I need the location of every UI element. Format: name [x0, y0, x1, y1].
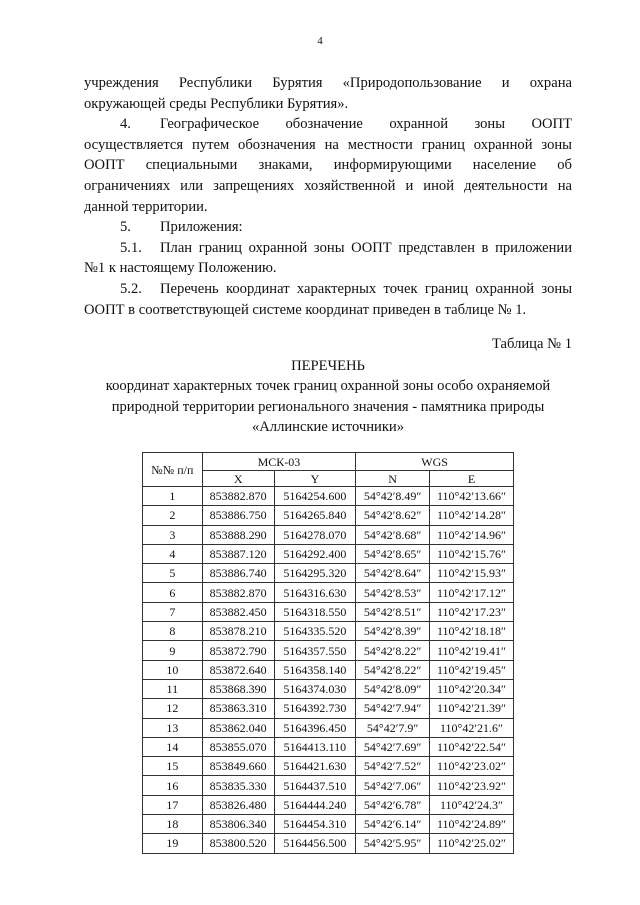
cell-y: 5164421.630: [274, 757, 356, 776]
cell-longitude: 110°42′21.39″: [430, 699, 514, 718]
cell-longitude: 110°42′19.41″: [430, 641, 514, 660]
cell-longitude: 110°42′15.93″: [430, 564, 514, 583]
paragraph-continuation: учреждения Республики Бурятия «Природопользование и охрана окружающей среды Республики Бурятия».: [84, 75, 572, 112]
paragraph-text: План границ охранной зоны ООПТ представлен в приложении №1 к настоящему Положению.: [84, 239, 572, 277]
paragraph-5: [84, 217, 572, 238]
cell-latitude: 54°42′8.53″: [356, 583, 430, 602]
header-x: X: [202, 471, 274, 487]
cell-latitude: 54°42′8.22″: [356, 660, 430, 679]
cell-y: 5164318.550: [274, 602, 356, 621]
cell-number: 15: [143, 757, 203, 776]
cell-longitude: 110°42′25.02″: [430, 834, 514, 853]
cell-longitude: 110°42′14.96″: [430, 525, 514, 544]
cell-y: 5164254.600: [274, 487, 356, 506]
table-caption: Таблица № 1: [492, 336, 572, 352]
cell-latitude: 54°42′8.62″: [356, 506, 430, 525]
table-row: [143, 718, 514, 737]
cell-longitude: 110°42′18.18″: [430, 622, 514, 641]
table-row: [143, 564, 514, 583]
cell-number: 4: [143, 544, 203, 563]
table-body: [143, 487, 514, 854]
cell-number: 7: [143, 602, 203, 621]
paragraph-number: 5.1.: [120, 239, 142, 256]
cell-latitude: 54°42′6.78″: [356, 795, 430, 814]
cell-x: 853862.040: [202, 718, 274, 737]
cell-x: 853872.790: [202, 641, 274, 660]
cell-y: 5164357.550: [274, 641, 356, 660]
table-row: [143, 757, 514, 776]
table-row: [143, 660, 514, 679]
header-e: E: [430, 471, 514, 487]
cell-x: 853855.070: [202, 737, 274, 756]
cell-latitude: 54°42′8.65″: [356, 544, 430, 563]
paragraph-text: Географическое обозначение охранной зоны ООПТ осуществляется путем обозначения на местности границ охранной зоны ООПТ специальными знаками, информирующими население об ограничениях или запрещениях хозяйственной и иной деятельности на данной территории.: [84, 116, 572, 215]
cell-longitude: 110°42′13.66″: [430, 487, 514, 506]
header-msk: МСК-03: [202, 453, 356, 471]
cell-x: 853878.210: [202, 622, 274, 641]
table-row: [143, 602, 514, 621]
cell-number: 19: [143, 834, 203, 853]
table-row: [143, 583, 514, 602]
cell-latitude: 54°42′6.14″: [356, 815, 430, 834]
paragraph-number: 5.2.: [120, 280, 142, 297]
header-wgs: WGS: [356, 453, 514, 471]
paragraph-number: 5.: [120, 219, 131, 236]
cell-y: 5164437.510: [274, 776, 356, 795]
cell-x: 853888.290: [202, 525, 274, 544]
cell-number: 5: [143, 564, 203, 583]
cell-y: 5164392.730: [274, 699, 356, 718]
table-row: [143, 679, 514, 698]
cell-y: 5164413.110: [274, 737, 356, 756]
cell-longitude: 110°42′19.45″: [430, 660, 514, 679]
cell-longitude: 110°42′24.3″: [430, 795, 514, 814]
cell-number: 14: [143, 737, 203, 756]
cell-x: 853863.310: [202, 699, 274, 718]
cell-longitude: 110°42′23.92″: [430, 776, 514, 795]
cell-number: 12: [143, 699, 203, 718]
table-row: [143, 544, 514, 563]
table-row: [143, 525, 514, 544]
cell-number: 6: [143, 583, 203, 602]
cell-number: 8: [143, 622, 203, 641]
cell-latitude: 54°42′8.64″: [356, 564, 430, 583]
cell-number: 3: [143, 525, 203, 544]
table-row: [143, 622, 514, 641]
cell-y: 5164335.520: [274, 622, 356, 641]
cell-x: 853806.340: [202, 815, 274, 834]
cell-x: 853886.750: [202, 506, 274, 525]
cell-latitude: 54°42′8.09″: [356, 679, 430, 698]
page-number: 4: [317, 35, 323, 47]
header-n: N: [356, 471, 430, 487]
cell-y: 5164456.500: [274, 834, 356, 853]
table-row: [143, 815, 514, 834]
cell-latitude: 54°42′7.69″: [356, 737, 430, 756]
cell-x: 853882.870: [202, 487, 274, 506]
cell-y: 5164295.320: [274, 564, 356, 583]
cell-latitude: 54°42′7.94″: [356, 699, 430, 718]
cell-latitude: 54°42′8.49″: [356, 487, 430, 506]
cell-x: 853882.870: [202, 583, 274, 602]
table-row: [143, 795, 514, 814]
cell-x: 853887.120: [202, 544, 274, 563]
cell-y: 5164374.030: [274, 679, 356, 698]
cell-x: 853835.330: [202, 776, 274, 795]
cell-x: 853826.480: [202, 795, 274, 814]
cell-y: 5164444.240: [274, 795, 356, 814]
cell-longitude: 110°42′20.34″: [430, 679, 514, 698]
cell-latitude: 54°42′7.9″: [356, 718, 430, 737]
table-row: [143, 506, 514, 525]
cell-y: 5164454.310: [274, 815, 356, 834]
cell-latitude: 54°42′7.52″: [356, 757, 430, 776]
cell-y: 5164316.630: [274, 583, 356, 602]
cell-number: 1: [143, 487, 203, 506]
body-text: [84, 73, 572, 320]
cell-x: 853849.660: [202, 757, 274, 776]
cell-longitude: 110°42′17.23″: [430, 602, 514, 621]
cell-number: 11: [143, 679, 203, 698]
cell-x: 853886.740: [202, 564, 274, 583]
paragraph-number: 4.: [120, 116, 131, 133]
heading-subtitle: координат характерных точек границ охранной зоны особо охраняемой природной территории регионального значения - памятника природы «Аллинские источники»: [105, 378, 551, 436]
cell-latitude: 54°42′8.22″: [356, 641, 430, 660]
cell-number: 16: [143, 776, 203, 795]
cell-number: 2: [143, 506, 203, 525]
cell-latitude: 54°42′7.06″: [356, 776, 430, 795]
cell-longitude: 110°42′14.28″: [430, 506, 514, 525]
cell-longitude: 110°42′21.6″: [430, 718, 514, 737]
cell-number: 18: [143, 815, 203, 834]
cell-y: 5164292.400: [274, 544, 356, 563]
cell-longitude: 110°42′22.54″: [430, 737, 514, 756]
paragraph-text: Перечень координат характерных точек границ охранной зоны ООПТ в соответствующей системе координат приведен в таблице № 1.: [84, 280, 572, 318]
cell-x: 853868.390: [202, 679, 274, 698]
table-heading: [84, 356, 572, 438]
cell-y: 5164396.450: [274, 718, 356, 737]
header-y: Y: [274, 471, 356, 487]
paragraph-5-2: [84, 279, 572, 320]
cell-longitude: 110°42′23.02″: [430, 757, 514, 776]
cell-latitude: 54°42′5.95″: [356, 834, 430, 853]
heading-title: ПЕРЕЧЕНЬ: [291, 358, 365, 374]
cell-number: 9: [143, 641, 203, 660]
paragraph-text: Приложения:: [160, 219, 243, 236]
cell-y: 5164278.070: [274, 525, 356, 544]
paragraph-4: [84, 114, 572, 217]
cell-latitude: 54°42′8.68″: [356, 525, 430, 544]
cell-x: 853800.520: [202, 834, 274, 853]
table-row: [143, 834, 514, 853]
cell-number: 13: [143, 718, 203, 737]
table-row: [143, 776, 514, 795]
cell-number: 17: [143, 795, 203, 814]
cell-x: 853872.640: [202, 660, 274, 679]
table-row: [143, 737, 514, 756]
cell-longitude: 110°42′17.12″: [430, 583, 514, 602]
cell-longitude: 110°42′15.76″: [430, 544, 514, 563]
cell-latitude: 54°42′8.51″: [356, 602, 430, 621]
table-row: [143, 641, 514, 660]
cell-x: 853882.450: [202, 602, 274, 621]
header-number: №№ п/п: [143, 453, 203, 487]
paragraph-5-1: [84, 238, 572, 279]
cell-longitude: 110°42′24.89″: [430, 815, 514, 834]
cell-y: 5164358.140: [274, 660, 356, 679]
cell-latitude: 54°42′8.39″: [356, 622, 430, 641]
cell-y: 5164265.840: [274, 506, 356, 525]
table-row: [143, 487, 514, 506]
cell-number: 10: [143, 660, 203, 679]
coordinates-table: [142, 452, 514, 854]
table-row: [143, 699, 514, 718]
